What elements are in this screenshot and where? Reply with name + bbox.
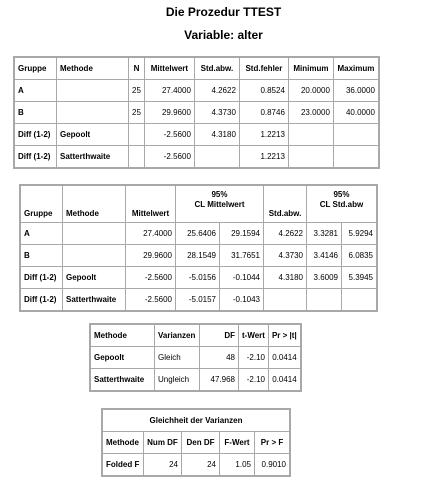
table-cell: 36.0000 (334, 80, 378, 101)
table-cell (129, 146, 144, 167)
table-cell: -5.0156 (176, 267, 219, 288)
row-header: Satterthwaite (63, 289, 125, 310)
table-cell (342, 289, 376, 310)
table-cell: 27.4000 (145, 80, 194, 101)
table-cell (334, 124, 378, 145)
table-cell: 4.3730 (195, 102, 239, 123)
column-header: F-Wert (220, 432, 254, 453)
table-row (21, 245, 376, 266)
column-header: Minimum (289, 58, 333, 79)
table-cell: 48 (200, 347, 238, 368)
table-cell (289, 124, 333, 145)
column-header: Gruppe (15, 58, 56, 79)
table-cell: Ungleich (155, 369, 199, 390)
table-cell: 24 (182, 454, 219, 475)
table-cell: 1.2213 (240, 124, 288, 145)
table-cell: 4.2622 (195, 80, 239, 101)
table-cell: 6.0835 (342, 245, 376, 266)
column-header: t-Wert (239, 325, 268, 346)
table-cell: 3.6009 (307, 267, 341, 288)
table-cell (289, 146, 333, 167)
column-header: Std.fehler (240, 58, 288, 79)
table-cell: Gleich (155, 347, 199, 368)
column-header: Pr > F (255, 432, 289, 453)
table-cell: -2.5600 (145, 146, 194, 167)
statistics-table (13, 56, 380, 169)
table-cell: 29.1594 (220, 223, 263, 244)
row-header (63, 245, 125, 266)
column-header: Gruppe (21, 186, 62, 222)
column-header: 95% CL Mittelwert (176, 186, 263, 222)
table-row (91, 347, 300, 368)
table-row (15, 102, 378, 123)
table-cell: 0.8746 (240, 102, 288, 123)
table-header-row (91, 325, 300, 346)
table-cell: 0.9010 (255, 454, 289, 475)
table-cell: -0.1043 (220, 289, 263, 310)
column-header: Methode (63, 186, 125, 222)
table-cell: 0.0414 (269, 369, 300, 390)
row-header: B (21, 245, 62, 266)
row-header: Gepoolt (57, 124, 128, 145)
table-cell: -2.5600 (126, 289, 175, 310)
column-header: 95% CL Std.abw (307, 186, 376, 222)
row-header: A (21, 223, 62, 244)
column-header: Std.abw. (195, 58, 239, 79)
column-header: Mittelwert (145, 58, 194, 79)
table-cell: 29.9600 (145, 102, 194, 123)
table-row (21, 223, 376, 244)
table-cell (129, 124, 144, 145)
report-title: Die Prozedur TTEST (165, 5, 282, 19)
table-cell: 1.2213 (240, 146, 288, 167)
table-cell: 3.3281 (307, 223, 341, 244)
table-cell: 28.1549 (176, 245, 219, 266)
column-header: DF (200, 325, 238, 346)
row-header: Diff (1-2) (15, 124, 56, 145)
table-cell: 1.05 (220, 454, 254, 475)
table-row (15, 146, 378, 167)
table-cell: 3.4146 (307, 245, 341, 266)
row-header: Diff (1-2) (21, 289, 62, 310)
table-cell: 5.3945 (342, 267, 376, 288)
table-row (21, 267, 376, 288)
table-cell (307, 289, 341, 310)
table-cell: 4.3180 (195, 124, 239, 145)
table-cell: 0.8524 (240, 80, 288, 101)
column-header: Std.abw. (264, 186, 306, 222)
row-header (63, 223, 125, 244)
row-header: Diff (1-2) (21, 267, 62, 288)
column-header: Methode (91, 325, 154, 346)
table-cell: 47.968 (200, 369, 238, 390)
table-cell: 31.7651 (220, 245, 263, 266)
table-cell: 27.4000 (126, 223, 175, 244)
table-cell: 29.9600 (126, 245, 175, 266)
table-cell: 4.2622 (264, 223, 306, 244)
table-cell: 40.0000 (334, 102, 378, 123)
row-header: Gepoolt (91, 347, 154, 368)
table-row (15, 80, 378, 101)
row-header: A (15, 80, 56, 101)
table-cell (264, 289, 306, 310)
row-header (57, 102, 128, 123)
table-cell: 25 (129, 80, 144, 101)
confidence-limits-table (19, 184, 378, 312)
table-row (103, 454, 289, 475)
table-cell: 4.3730 (264, 245, 306, 266)
row-header: Satterthwaite (91, 369, 154, 390)
column-header: Maximum (334, 58, 378, 79)
table-cell: -5.0157 (176, 289, 219, 310)
table-cell (195, 146, 239, 167)
row-header: Diff (1-2) (15, 146, 56, 167)
row-header: B (15, 102, 56, 123)
table-cell: 4.3180 (264, 267, 306, 288)
table-row (21, 289, 376, 310)
table-header-row (15, 58, 378, 79)
table-title-row (103, 410, 289, 431)
table-cell: -2.10 (239, 369, 268, 390)
table-header-row (103, 432, 289, 453)
row-header: Satterthwaite (57, 146, 128, 167)
table-cell: 25.6406 (176, 223, 219, 244)
column-header: Methode (57, 58, 128, 79)
variance-equality-table (101, 408, 291, 477)
table-cell: -2.5600 (145, 124, 194, 145)
table-cell: -2.5600 (126, 267, 175, 288)
column-header: Mittelwert (126, 186, 175, 222)
table-cell: 20.0000 (289, 80, 333, 101)
table-header-row (21, 186, 376, 222)
column-header: Varianzen (155, 325, 199, 346)
table-cell (334, 146, 378, 167)
table-cell: -2.10 (239, 347, 268, 368)
table-cell: 23.0000 (289, 102, 333, 123)
column-header: N (129, 58, 144, 79)
variable-subtitle: Variable: alter (184, 28, 263, 42)
column-header: Den DF (182, 432, 219, 453)
column-header: Num DF (144, 432, 181, 453)
table-cell: 5.9294 (342, 223, 376, 244)
table-row (91, 369, 300, 390)
column-header: Methode (103, 432, 143, 453)
table-cell: 25 (129, 102, 144, 123)
table-cell: 0.0414 (269, 347, 300, 368)
row-header (57, 80, 128, 101)
table-cell: 24 (144, 454, 181, 475)
column-header: Pr > |t| (269, 325, 300, 346)
table-row (15, 124, 378, 145)
row-header: Folded F (103, 454, 143, 475)
row-header: Gepoolt (63, 267, 125, 288)
ttest-table (89, 323, 302, 392)
table-title: Gleichheit der Varianzen (103, 410, 289, 431)
table-cell: -0.1044 (220, 267, 263, 288)
